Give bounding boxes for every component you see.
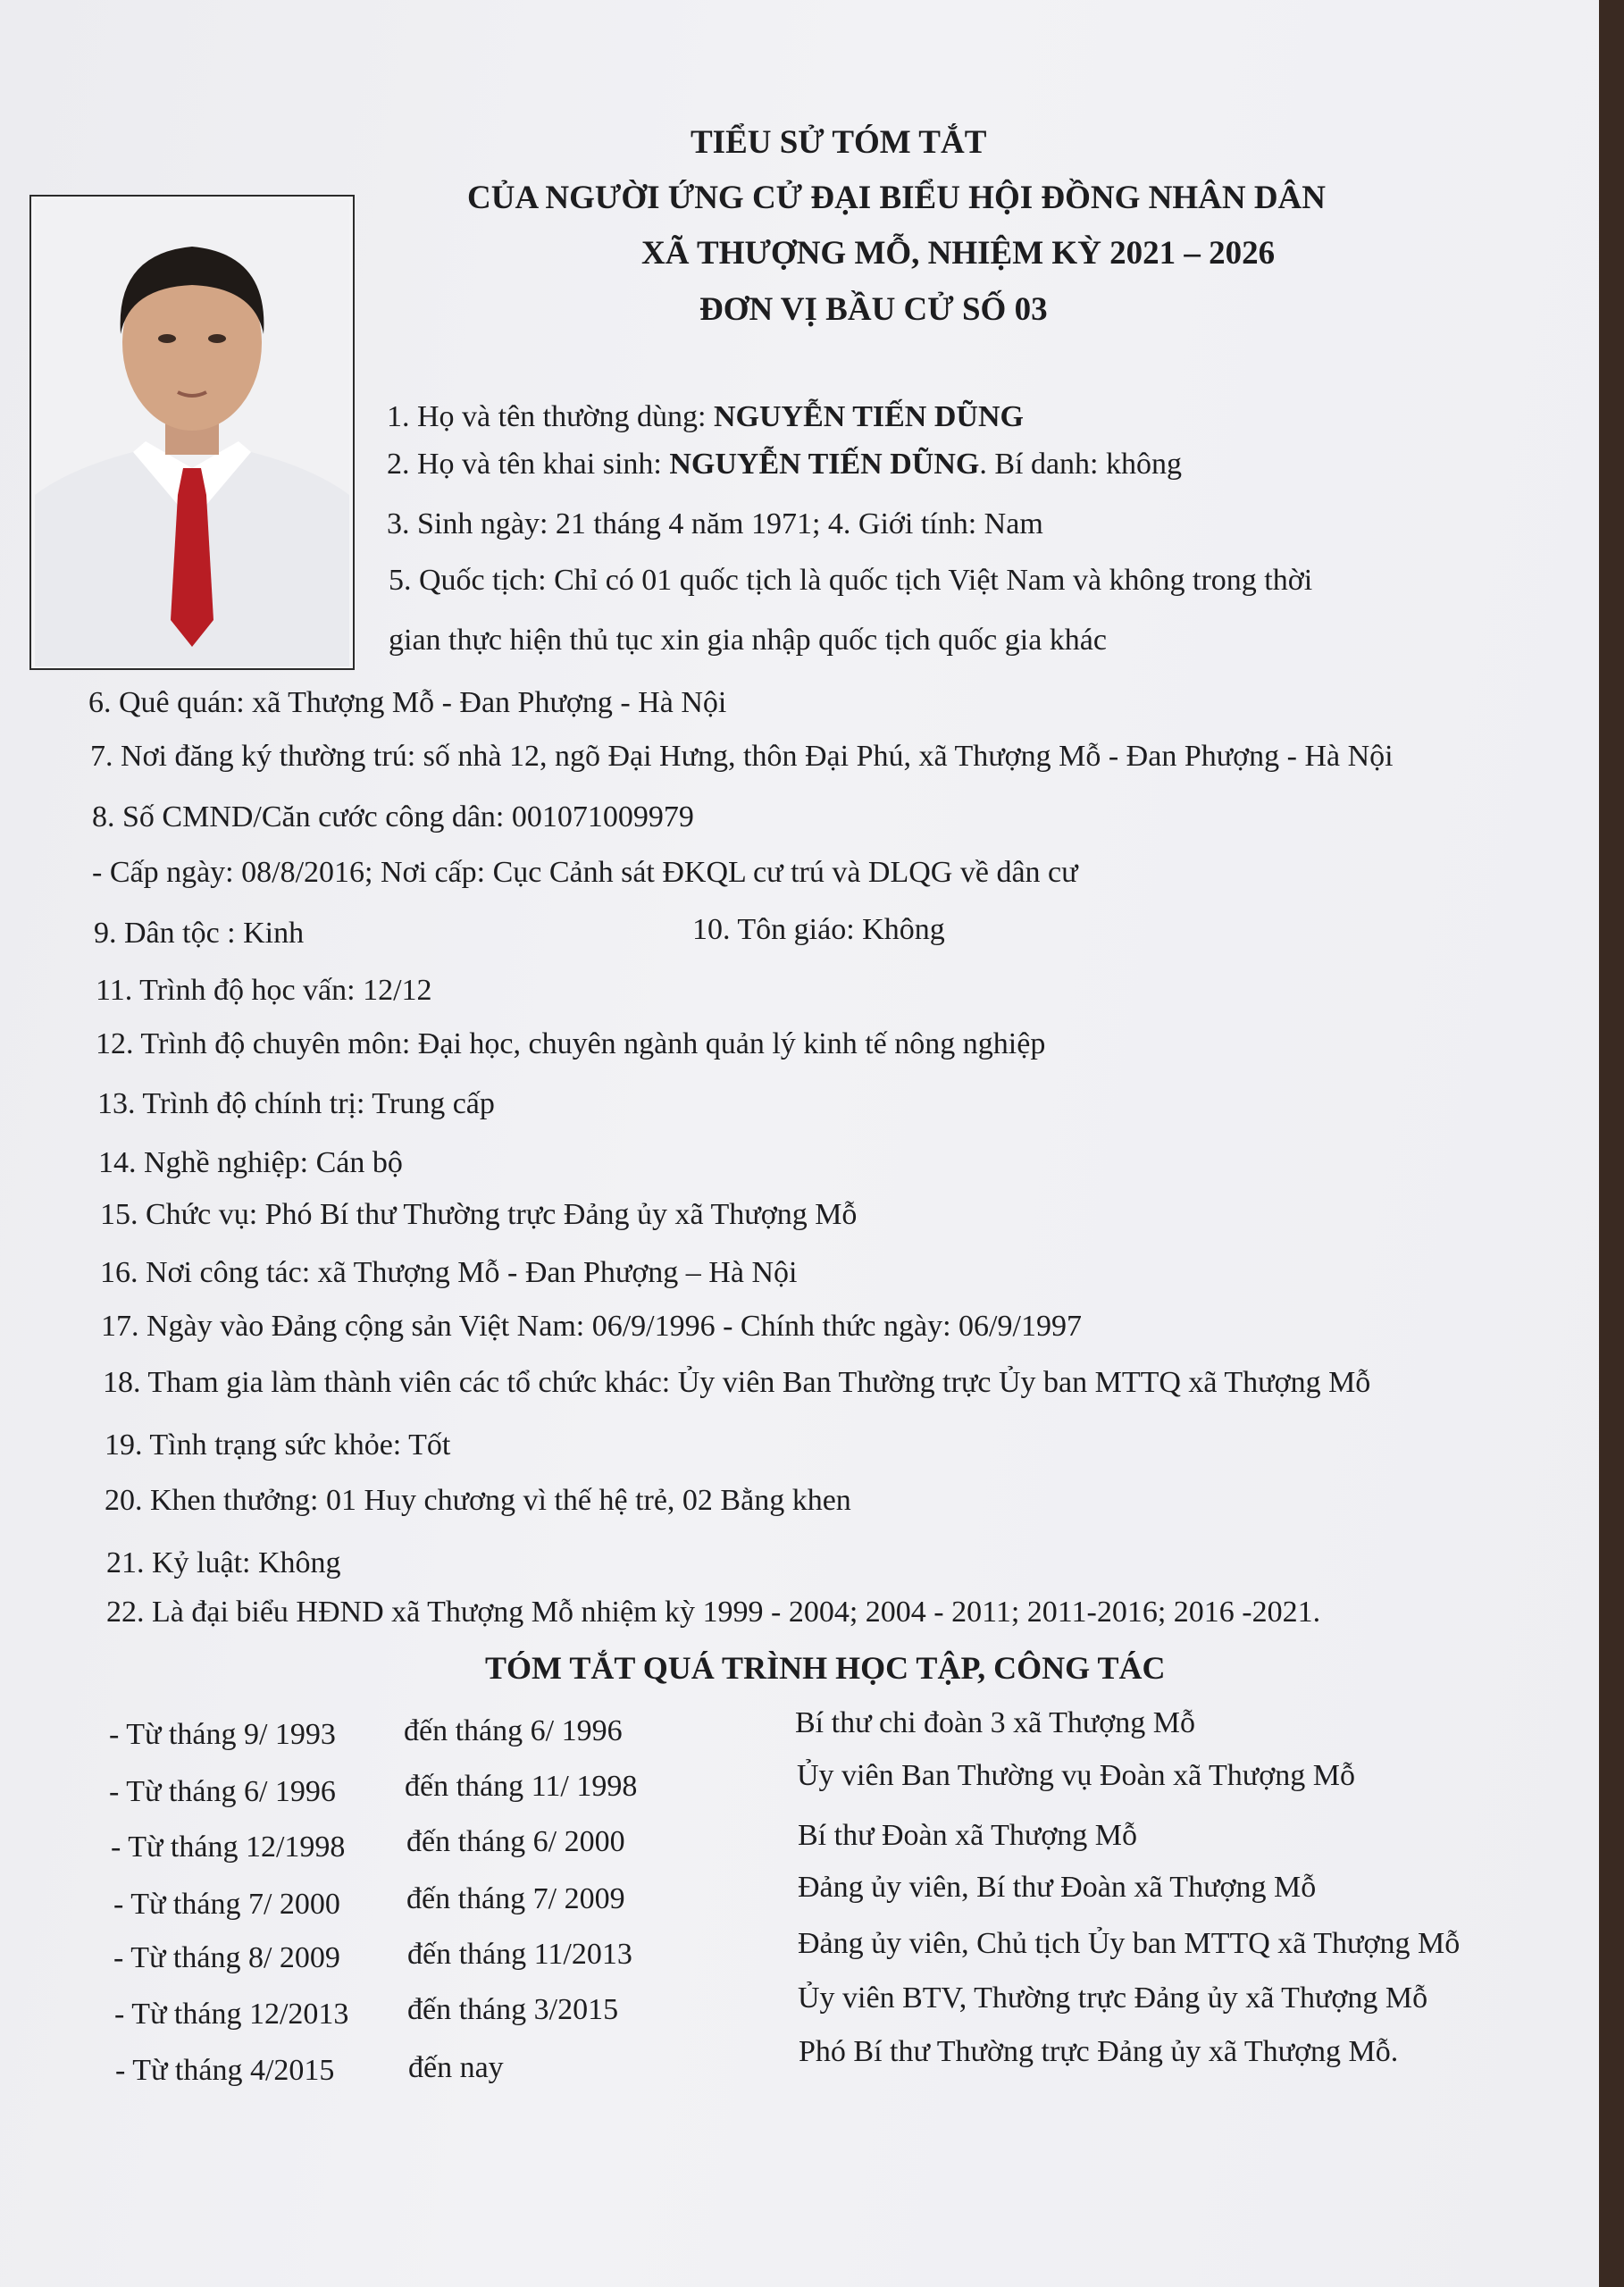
item-7: 7. Nơi đăng ký thường trú: số nhà 12, ngõ Đại Hưng, thôn Đại Phú, xã Thượng Mỗ - Đan Phượng - Hà Nội [90,740,1394,773]
title-line-3: XÃ THƯỢNG MỖ, NHIỆM KỲ 2021 – 2026 [641,235,1276,272]
item-19: 19. Tình trạng sức khỏe: Tốt [105,1428,451,1462]
career-row-2-to: đến tháng 11/ 1998 [405,1770,638,1803]
item-13: 13. Trình độ chính trị: Trung cấp [97,1087,495,1120]
item-9: 9. Dân tộc : Kinh [94,917,305,950]
title-line-4: ĐƠN VỊ BẦU CỬ SỐ 03 [699,291,1048,328]
portrait-photo-icon [35,200,349,666]
career-row-7-from: - Từ tháng 4/2015 [115,2054,335,2087]
item-12: 12. Trình độ chuyên môn: Đại học, chuyên ngành quản lý kinh tế nông nghiệp [96,1027,1046,1060]
item-20: 20. Khen thưởng: 01 Huy chương vì thế hệ trẻ, 02 Bằng khen [105,1484,851,1517]
career-row-3-to: đến tháng 6/ 2000 [406,1825,625,1858]
career-heading: TÓM TẮT QUÁ TRÌNH HỌC TẬP, CÔNG TÁC [485,1650,1166,1686]
item-1 [387,402,1024,432]
career-row-5-from: - Từ tháng 8/ 2009 [113,1941,340,1974]
item-8-issue: - Cấp ngày: 08/8/2016; Nơi cấp: Cục Cảnh sát ĐKQL cư trú và DLQG về dân cư [92,856,1078,889]
career-row-7-to: đến nay [408,2051,504,2084]
career-row-4-to: đến tháng 7/ 2009 [406,1882,625,1915]
career-row-7-role: Phó Bí thư Thường trực Đảng ủy xã Thượng Mỗ. [799,2035,1399,2068]
item-1-label: 1. Họ và tên thường dùng: [387,400,714,433]
item-18: 18. Tham gia làm thành viên các tổ chức khác: Ủy viên Ban Thường trực Ủy ban MTTQ xã Thượng Mỗ [103,1366,1371,1399]
item-6: 6. Quê quán: xã Thượng Mỗ - Đan Phượng - Hà Nội [88,686,727,719]
item-8: 8. Số CMND/Căn cước công dân: 001071009979 [92,800,694,834]
career-row-4-role: Đảng ủy viên, Bí thư Đoàn xã Thượng Mỗ [798,1871,1317,1904]
birth-name: NGUYỄN TIẾN DŨNG [669,448,980,481]
career-row-2-from: - Từ tháng 6/ 1996 [109,1775,336,1808]
career-row-1-from: - Từ tháng 9/ 1993 [109,1718,336,1751]
item-3-4: 3. Sinh ngày: 21 tháng 4 năm 1971; 4. Giới tính: Nam [387,507,1043,540]
career-row-5-role: Đảng ủy viên, Chủ tịch Ủy ban MTTQ xã Thượng Mỗ [798,1927,1461,1960]
career-row-3-from: - Từ tháng 12/1998 [111,1830,346,1864]
item-14: 14. Nghề nghiệp: Cán bộ [98,1146,403,1179]
alias: . Bí danh: không [979,448,1182,481]
career-row-6-from: - Từ tháng 12/2013 [114,1998,349,2031]
item-16: 16. Nơi công tác: xã Thượng Mỗ - Đan Phượng – Hà Nội [100,1256,798,1289]
career-row-2-role: Ủy viên Ban Thường vụ Đoàn xã Thượng Mỗ [797,1759,1355,1792]
career-row-3-role: Bí thư Đoàn xã Thượng Mỗ [798,1819,1138,1852]
item-22: 22. Là đại biểu HĐND xã Thượng Mỗ nhiệm kỳ 1999 - 2004; 2004 - 2011; 2011-2016; 2016 -2021. [106,1596,1321,1629]
item-15: 15. Chức vụ: Phó Bí thư Thường trực Đảng ủy xã Thượng Mỗ [100,1198,858,1231]
career-row-1-role: Bí thư chi đoàn 3 xã Thượng Mỗ [795,1706,1196,1739]
career-row-1-to: đến tháng 6/ 1996 [404,1714,623,1747]
portrait-photo [29,195,355,670]
item-5-line-1: 5. Quốc tịch: Chỉ có 01 quốc tịch là quốc tịch Việt Nam và không trong thời [389,564,1313,597]
item-21: 21. Kỷ luật: Không [106,1546,341,1579]
title-line-2: CỦA NGƯỜI ỨNG CỬ ĐẠI BIỂU HỘI ĐỒNG NHÂN DÂN [467,180,1326,216]
career-row-6-role: Ủy viên BTV, Thường trực Đảng ủy xã Thượng Mỗ [798,1981,1428,2015]
item-2 [387,449,1182,480]
career-row-4-from: - Từ tháng 7/ 2000 [113,1888,340,1921]
item-11: 11. Trình độ học vấn: 12/12 [96,974,432,1007]
item-2-label: 2. Họ và tên khai sinh: [387,448,670,481]
career-row-6-to: đến tháng 3/2015 [407,1993,619,2026]
common-name: NGUYỄN TIẾN DŨNG [713,400,1024,433]
item-10: 10. Tôn giáo: Không [692,913,945,946]
title-line-1: TIỂU SỬ TÓM TẮT [691,124,987,161]
item-5-line-2: gian thực hiện thủ tục xin gia nhập quốc tịch quốc gia khác [389,624,1107,657]
career-row-5-to: đến tháng 11/2013 [407,1938,632,1971]
item-17: 17. Ngày vào Đảng cộng sản Việt Nam: 06/9/1996 - Chính thức ngày: 06/9/1997 [101,1310,1082,1343]
